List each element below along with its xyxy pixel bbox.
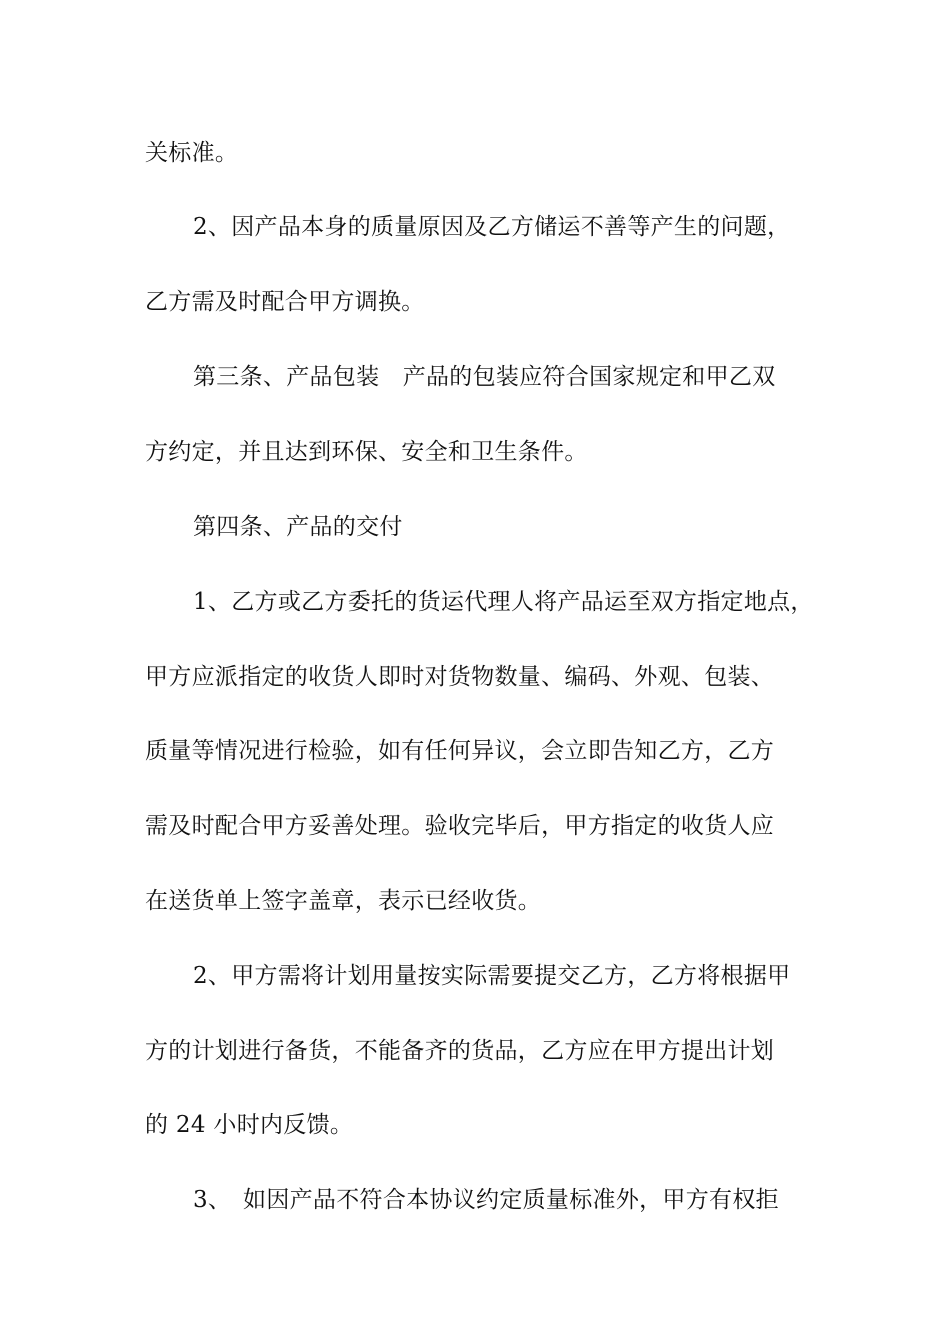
text-line: 质量等情况进行检验，如有任何异议，会立即告知乙方，乙方 [145,738,775,764]
text-line: 在送货单上签字盖章，表示已经收货。 [145,888,542,914]
text-line: 的 24 小时内反馈。 [145,1112,354,1138]
text-line: 需及时配合甲方妥善处理。验收完毕后，甲方指定的收货人应 [145,813,775,839]
text-line: 方约定，并且达到环保、安全和卫生条件。 [145,439,588,465]
text-line: 乙方需及时配合甲方调换。 [145,289,425,315]
text-line: 第三条、产品包装 产品的包装应符合国家规定和甲乙双 [193,364,776,390]
text-line: 第四条、产品的交付 [193,514,403,540]
text-line: 2、因产品本身的质量原因及乙方储运不善等产生的问题， [193,214,791,240]
text-line: 1、乙方或乙方委托的货运代理人将产品运至双方指定地点， [193,589,814,615]
text-line: 方的计划进行备货，不能备齐的货品，乙方应在甲方提出计划 [145,1038,775,1064]
text-line: 2、甲方需将计划用量按实际需要提交乙方，乙方将根据甲 [193,963,791,989]
text-line: 甲方应派指定的收货人即时对货物数量、编码、外观、包装、 [145,664,775,690]
text-line: 关标准。 [145,140,239,166]
text-line: 3、 如因产品不符合本协议约定质量标准外，甲方有权拒 [193,1187,779,1213]
